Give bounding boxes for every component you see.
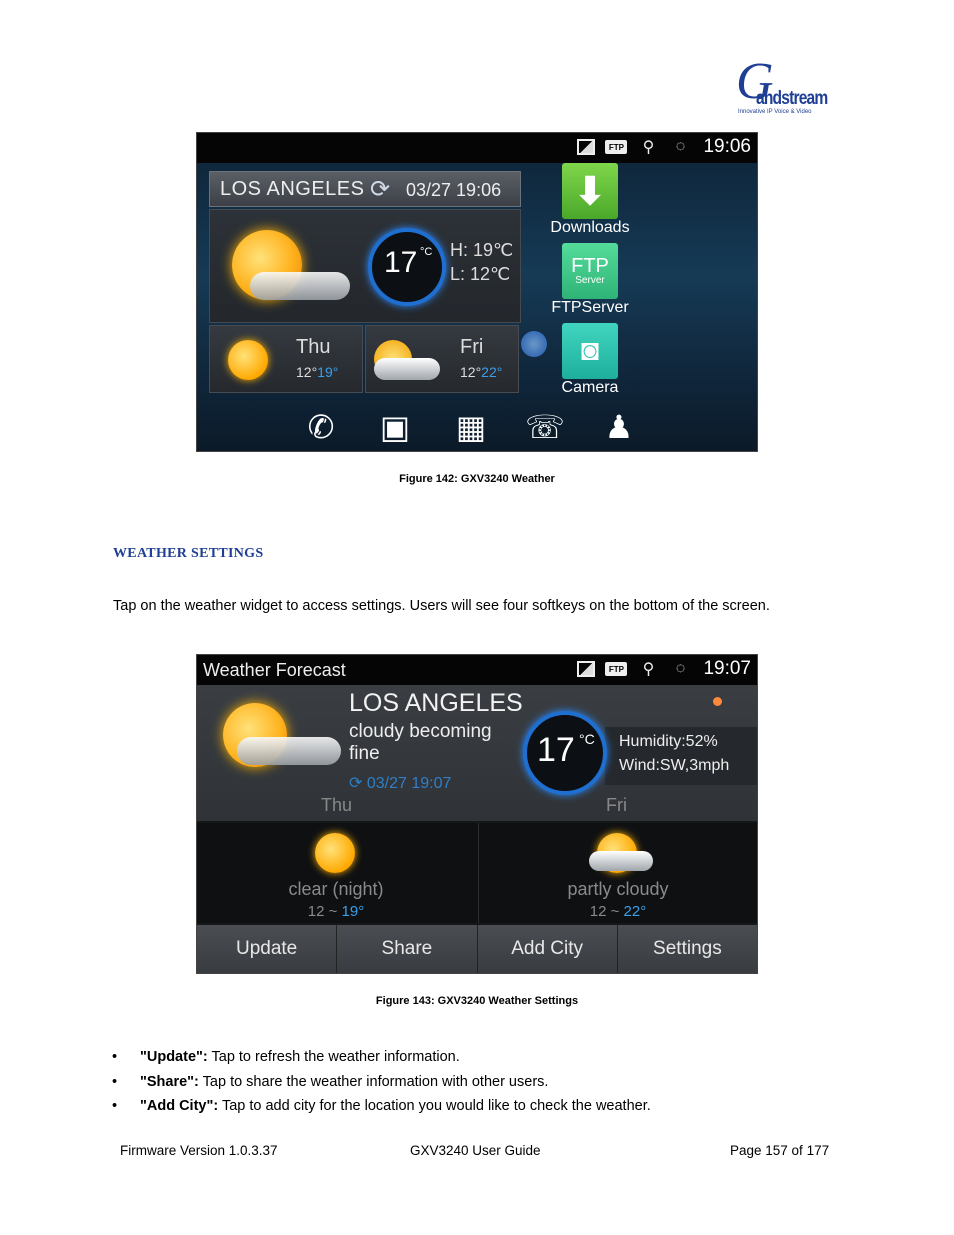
forecast-high: 22° — [623, 903, 647, 920]
refresh-icon[interactable]: ⟳ — [370, 176, 391, 203]
ftp-server-icon — [562, 243, 618, 299]
weather-widget[interactable] — [209, 171, 521, 393]
app-label: Camera — [561, 379, 619, 396]
cloud-icon — [374, 358, 440, 380]
forecast-low: 12 ~ — [307, 903, 342, 920]
forecast-day-name: Fri — [460, 336, 484, 358]
list-term: "Share": — [140, 1073, 199, 1090]
ftp-notification-icon: FTP — [605, 662, 627, 676]
figure-caption: Figure 142: GXV3240 Weather — [399, 473, 555, 485]
grandstream-logo — [734, 53, 838, 118]
settings-button[interactable]: Settings — [618, 925, 757, 973]
forecast-range — [197, 903, 475, 920]
low-temp: L: 12℃ — [450, 264, 511, 284]
cloud-icon — [237, 737, 341, 765]
forecast-day[interactable] — [478, 823, 757, 923]
wind: Wind:SW,3mph — [619, 757, 730, 774]
figure-143-screenshot — [196, 654, 758, 974]
body-paragraph: Tap on the weather widget to access settings. Users will see four softkeys on the bottom of the screen. — [113, 598, 770, 614]
status-time: 19:07 — [703, 658, 751, 679]
list-text: Tap to share the weather information with other users. — [198, 1073, 549, 1090]
weather-city: LOS ANGELES — [220, 178, 365, 200]
forecast-day — [365, 325, 519, 393]
usb-icon: ⚲ — [642, 661, 655, 678]
forecast-high: 19° — [341, 903, 365, 920]
temperature-ring — [368, 228, 446, 306]
gallery-notification-icon — [577, 661, 595, 677]
app-label: Downloads — [550, 219, 630, 236]
add-city-button[interactable]: Add City — [478, 925, 618, 973]
download-icon: ⬇ — [562, 163, 618, 219]
ftp-icon-sub: Server — [575, 275, 605, 286]
cloud-icon — [589, 851, 653, 871]
moon-sun-icon — [315, 833, 355, 873]
forecast-day — [209, 325, 363, 393]
softkey-bar — [197, 925, 757, 973]
temperature-ring — [523, 711, 607, 795]
refresh-icon[interactable]: ⟳ — [349, 775, 367, 792]
list-item — [112, 1072, 651, 1097]
forecast-desc: partly cloudy — [567, 879, 669, 899]
voicemail-icon[interactable]: ▣ — [379, 409, 411, 445]
forecast-day-temp — [460, 364, 502, 380]
list-item — [112, 1047, 651, 1072]
weather-conditions — [605, 727, 757, 785]
forecast-high: 22° — [481, 364, 503, 380]
forecast-days — [197, 823, 757, 923]
current-temp: 17 — [537, 731, 575, 769]
usb-icon: ⚲ — [642, 139, 655, 156]
footer-firmware: Firmware Version 1.0.3.37 — [120, 1143, 278, 1158]
logo-word: andstream — [756, 88, 828, 109]
dock-bar — [197, 401, 757, 451]
forecast-day-label: Fri — [606, 795, 627, 815]
footer-title: GXV3240 User Guide — [410, 1143, 541, 1158]
forecast-day-label: Thu — [321, 795, 353, 815]
app-label: FTPServer — [551, 299, 629, 316]
sync-icon: ◌ — [675, 660, 686, 677]
status-bar — [197, 133, 757, 163]
forecast-day-name: Thu — [296, 336, 331, 358]
contacts-icon[interactable]: ♟ — [604, 409, 634, 445]
ftp-icon-title: FTP — [571, 255, 609, 277]
status-dot — [713, 697, 722, 706]
weather-date-text: 03/27 19:07 — [366, 775, 452, 792]
list-text: Tap to add city for the location you would like to check the weather. — [218, 1098, 651, 1114]
list-term: "Add City": — [140, 1098, 219, 1114]
forecast-low: 12° — [296, 364, 318, 380]
app-title: Weather Forecast — [203, 660, 346, 680]
forecast-day[interactable] — [197, 823, 475, 923]
figure-caption: Figure 143: GXV3240 Weather Settings — [375, 995, 579, 1007]
logo-letter: G — [736, 53, 774, 110]
sync-icon: ◌ — [675, 138, 686, 155]
camera-icon: ◙ — [562, 323, 618, 379]
forecast-low: 12 ~ — [589, 903, 624, 920]
forecast-range — [479, 903, 757, 920]
section-heading: WEATHER SETTINGS — [113, 546, 264, 561]
app-downloads[interactable] — [543, 163, 637, 237]
list-term: "Update": — [140, 1049, 208, 1065]
weather-date: 03/27 19:06 — [406, 180, 502, 200]
temp-unit: °C — [579, 731, 595, 747]
share-button[interactable]: Share — [337, 925, 477, 973]
app-ftpserver[interactable] — [543, 243, 637, 317]
list-text: Tap to refresh the weather information. — [207, 1049, 460, 1065]
status-time: 19:06 — [703, 136, 751, 157]
weather-detail — [197, 685, 757, 821]
temp-unit: °C — [420, 246, 433, 258]
weather-date — [349, 773, 451, 793]
phone-icon[interactable]: ✆ — [307, 409, 335, 445]
forecast-high: 19° — [317, 364, 339, 380]
footer-page: Page 157 of 177 — [730, 1143, 830, 1158]
logo-tagline: Innovative IP Voice & Video — [738, 109, 812, 115]
update-button[interactable]: Update — [197, 925, 337, 973]
high-temp: H: 19℃ — [450, 240, 514, 260]
status-bar — [197, 655, 757, 685]
weather-current — [209, 209, 521, 323]
current-temp: 17 — [384, 246, 418, 279]
figure-142-screenshot — [196, 132, 758, 452]
cloud-icon — [250, 272, 350, 300]
ftp-notification-icon: FTP — [605, 140, 627, 154]
app-camera[interactable] — [543, 323, 637, 397]
forecast-desc: clear (night) — [288, 879, 384, 899]
weather-description: cloudy becoming fine — [349, 721, 492, 764]
gallery-notification-icon — [577, 139, 595, 155]
forecast-low: 12° — [460, 364, 482, 380]
humidity: Humidity:52% — [619, 733, 718, 750]
sun-icon — [228, 340, 268, 380]
call-history-icon[interactable]: ☏ — [525, 409, 566, 445]
softkey-list — [112, 1047, 651, 1121]
weather-city: LOS ANGELES — [349, 689, 523, 717]
weather-widget-header — [209, 171, 521, 207]
forecast-day-temp — [296, 364, 338, 380]
list-item — [112, 1096, 651, 1121]
apps-grid-icon[interactable]: ▦ — [455, 409, 487, 445]
